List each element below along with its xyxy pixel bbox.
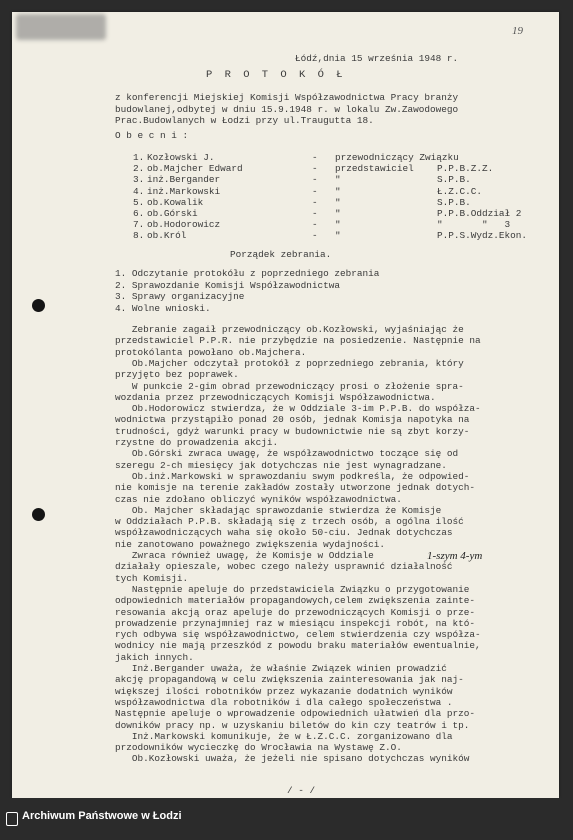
attendee-name: ob.Król xyxy=(147,230,187,242)
attendee-dash: - xyxy=(312,208,318,219)
attendee-name: ob.Hodorowicz xyxy=(147,219,221,231)
body-line: akcję propagandową w celu zwiększenia zainteresowania jak naj- xyxy=(115,674,464,686)
body-line: wodnicy nie mają przeszkód z powodu braku materiałów ewentualnie, xyxy=(115,640,481,652)
body-line: odpowiednich materiałów propagandowych,celem zwiększenia zainte- xyxy=(115,595,476,607)
body-line: współzawodnictwa dla robotników i dla całego społeczeństwa . xyxy=(115,696,453,708)
body-line: trudności, gdyż warunki pracy w budownictwie nie są zbyt korzy- xyxy=(115,425,470,437)
body-line: prowadzenie przynajmniej raz w miesiącu inspekcji robót, na któ- xyxy=(115,617,476,629)
page-marker: / - / xyxy=(287,785,316,796)
body-line: tych Komisji. xyxy=(115,572,189,584)
attendee-role: " xyxy=(335,196,341,208)
header-line: z konferencji Miejskiej Komisji Współzawodnictwa Pracy branży xyxy=(115,92,459,103)
body-line: downików pracy np. w uzyskaniu biletów do kin czy teatrów i tp. xyxy=(115,719,470,731)
punch-hole-bottom xyxy=(32,508,45,521)
attendee-name: inż.Bergander xyxy=(147,174,221,186)
document-title: P R O T O K Ó Ł xyxy=(206,69,346,81)
attendee-role: " xyxy=(335,230,341,242)
attendee-number: 6. xyxy=(133,208,145,219)
attendee-org: S.P.B. xyxy=(437,174,471,186)
agenda-title: Porządek zebrania. xyxy=(230,249,332,260)
agenda-item: 4. Wolne wnioski. xyxy=(115,302,211,314)
attendee-name: ob.Górski xyxy=(147,208,198,219)
attendee-role: przedstawiciel xyxy=(335,163,414,175)
body-line: Inż.Bergander uważa, że właśnie Związek winien prowadzić xyxy=(115,663,447,674)
attendee-dash: - xyxy=(312,163,318,175)
attendee-dash: - xyxy=(312,185,318,197)
attendee-org: Ł.Z.C.C. xyxy=(437,185,483,197)
body-line: Ob. Majcher składając sprawozdanie stwierdza że Komisje xyxy=(115,504,442,516)
attendee-dash: - xyxy=(312,196,318,208)
attendee-number: 4. xyxy=(133,185,145,197)
body-line: nie zanotowano poważnego zwiększenia wydajności. xyxy=(115,538,386,550)
attendee-number: 8. xyxy=(133,230,145,242)
attendee-number: 5. xyxy=(133,196,145,208)
agenda-item: 2. Sprawozdanie Komisji Współzawodnictwa xyxy=(115,279,341,291)
attendee-dash: - xyxy=(312,174,318,186)
body-line: Ob.inż.Markowski w sprawozdaniu swym podkreśla, że odpowied- xyxy=(115,470,470,482)
punch-hole-top xyxy=(32,299,45,312)
paper-stain xyxy=(16,14,106,40)
body-line: Następnie apeluje do przedstawiciela Związku o przygotowanie xyxy=(115,583,470,595)
body-line: Inż.Markowski komunikuje, że w Ł.Z.C.C. zorganizowano dla xyxy=(115,730,453,742)
body-line: Zebranie zagaił przewodniczący ob.Kozłowski, wyjaśniając że xyxy=(115,324,464,335)
body-line: przyjęto bez poprawek. xyxy=(115,369,239,381)
date-line: Łódź,dnia 15 września 1948 r. xyxy=(295,53,459,64)
attendee-dash: - xyxy=(312,219,318,231)
attendee-org: S.P.B. xyxy=(437,196,471,208)
agenda-item: 3. Sprawy organizacyjne xyxy=(115,291,245,302)
header-line: budowlanej,odbytej w dniu 15.9.1948 r. w lokalu Zw.Zawodowego xyxy=(115,103,459,115)
body-line: Ob.Hodorowicz stwierdza, że w Oddziale 3-im P.P.B. do współza- xyxy=(115,403,481,415)
attendee-name: Kozłowski J. xyxy=(147,152,215,163)
attendee-number: 7. xyxy=(133,219,145,231)
body-line: Ob.Majcher odczytał protokół z poprzedniego zebrania, który xyxy=(115,357,464,369)
body-line: przedstawiciel P.P.R. nie przybędzie na posiedzenie. Następnie na xyxy=(115,335,481,347)
body-line: większej ilości robotników przez wykazanie dodatnich wyników xyxy=(115,685,453,697)
attendee-role: " xyxy=(335,219,341,231)
attendee-dash: - xyxy=(312,152,318,163)
body-line: Następnie apeluje o wprowadzenie odpowiednich ułatwień dla przo- xyxy=(115,708,476,720)
header-line: Prac.Budowlanych w Łodzi przy ul.Traugutta 18. xyxy=(115,115,374,126)
archive-footer xyxy=(0,798,573,840)
attendee-name: inż.Markowski xyxy=(147,185,221,197)
body-line: resowania akcją oraz apeluje do przewodniczących Komisji o prze- xyxy=(115,606,476,618)
body-line: W punkcie 2-gim obrad przewodniczący prosi o złożenie spra- xyxy=(115,380,464,392)
body-line: wozdania przez przewodniczących Komisji Współzawodnictwa. xyxy=(115,391,436,403)
archive-logo-icon xyxy=(6,812,18,826)
body-line: Ob.Kozłowski uważa, że jeżeli nie spisano dotychczas wyników xyxy=(115,753,470,765)
body-line: Ob.Górski zwraca uwagę, że współzawodnictwo toczące się od xyxy=(115,448,459,460)
page-number: 19 xyxy=(512,25,523,37)
body-line: Zwraca również uwagę, że Komisje w Oddziale xyxy=(115,550,374,561)
attendee-role: " xyxy=(335,174,341,186)
attendee-org: " " 3 xyxy=(437,219,511,231)
attendee-org: P.P.B.Oddział 2 xyxy=(437,208,522,219)
agenda-item: 1. Odczytanie protokółu z poprzedniego zebrania xyxy=(115,268,380,279)
attendee-number: 3. xyxy=(133,174,145,186)
attendance-label: O b e c n i : xyxy=(115,130,189,141)
attendee-name: ob.Majcher Edward xyxy=(147,163,243,175)
body-line: działały opieszale, wobec czego należy usprawnić działalność xyxy=(115,561,453,573)
body-line: protokólanta powołano ob.Majchera. xyxy=(115,346,307,358)
archive-name: Archiwum Państwowe w Łodzi xyxy=(22,810,182,822)
attendee-org: P.P.S.Wydz.Ekon. xyxy=(437,230,528,242)
body-line: jakich innych. xyxy=(115,651,194,663)
attendee-number: 1. xyxy=(133,152,145,163)
attendee-org: P.P.B.Z.Z. xyxy=(437,163,494,175)
body-line: rzystne do prowadzenia akcji. xyxy=(115,437,279,448)
attendee-role: " xyxy=(335,185,341,197)
handwritten-note: 1-szym 4-ym xyxy=(427,550,483,562)
attendee-name: ob.Kowalik xyxy=(147,196,204,208)
body-line: wodnictwa przystąpiło ponad 20 osób, jednak Komisja napotyka na xyxy=(115,414,470,426)
body-line: w Oddziałach P.P.B. składają się z trzech osób, a ogólna ilość xyxy=(115,516,464,528)
body-line: przodowników wycieczkę do Wrocławia na Wystawę Z.O. xyxy=(115,742,402,754)
body-line: szeregu 2-ch miesięcy jak dotychczas nie jest wynagradzane. xyxy=(115,459,447,471)
attendee-role: przewodniczący Związku xyxy=(335,152,459,163)
body-line: współzawodniczących waha się około 50-ciu. Jednak dotychczas xyxy=(115,527,453,539)
attendee-dash: - xyxy=(312,230,318,242)
document-page xyxy=(12,12,559,798)
body-line: rych odbywa się współzawodnictwo, celem stwierdzenia czy współza- xyxy=(115,629,481,641)
attendee-role: " xyxy=(335,208,341,219)
attendee-number: 2. xyxy=(133,163,145,175)
body-line: czas nie zdołano obliczyć wyników współzawodnictwa. xyxy=(115,493,402,505)
body-line: nie komisje na terenie zakładów zostały utworzone jednak dotych- xyxy=(115,482,476,494)
